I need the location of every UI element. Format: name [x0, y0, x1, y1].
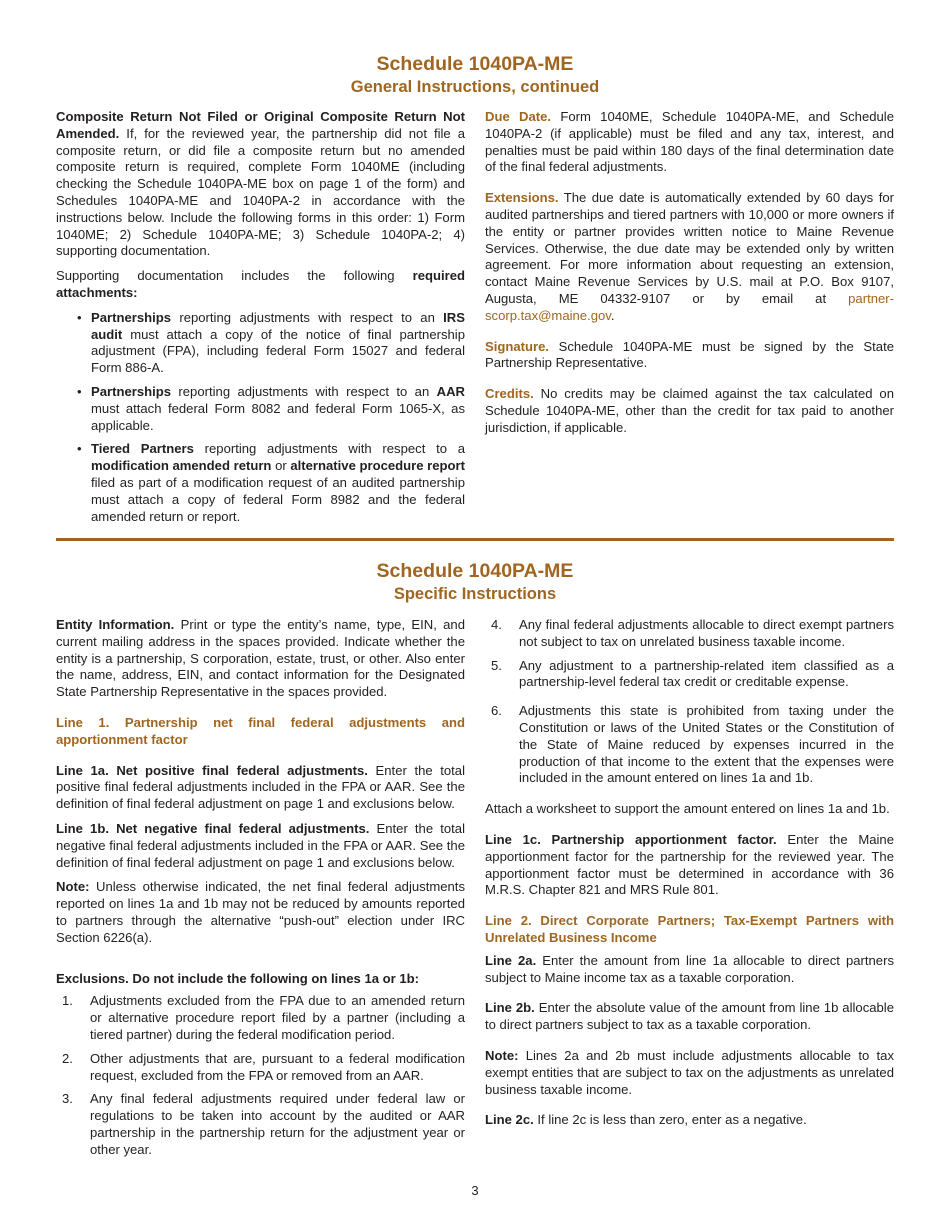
line1-heading: Line 1. Partnership net final federal adjustments and apportionment factor	[56, 714, 465, 747]
list-item: • Partnerships reporting adjustments with respect to an IRS audit must attach a copy of the notice of final partnership adjustment (FPA), including federal Form 15027 and federal Form 886-A.	[77, 309, 465, 376]
email-link[interactable]: partner-scorp.tax@maine.gov	[485, 290, 894, 323]
exclusions-list	[56, 993, 465, 1158]
page-number: 3	[471, 1183, 479, 1198]
page-subtitle: General Instructions, continued	[350, 78, 600, 96]
note-heading: Note:	[56, 879, 90, 895]
page-title: Schedule 1040PA-ME	[376, 53, 574, 75]
general-left-column	[56, 109, 465, 532]
entity-information-heading: Entity Information.	[56, 617, 175, 632]
line2b-paragraph: Line 2b. Enter the absolute value of the amount from line 1b allocable to direct partners subject to tax as a taxable corporation.	[485, 1000, 894, 1033]
exclusions-heading: Exclusions. Do not include the following on lines 1a or 1b:	[56, 970, 420, 986]
specific-instructions-header	[0, 559, 950, 605]
line1b-heading: Line 1b. Net negative final federal adjustments.	[56, 820, 370, 836]
signature-paragraph: Signature. Schedule 1040PA-ME must be signed by the State Partnership Representative.	[485, 338, 894, 371]
list-item: 1. Adjustments excluded from the FPA due to an amended return or alternative procedure report filed by a partner (including a tiered partner) during the federal modification period.	[62, 993, 465, 1042]
note-heading: Note:	[485, 1047, 519, 1063]
bullet-icon: •	[77, 441, 82, 457]
composite-return-paragraph: Composite Return Not Filed or Original Composite Return Not Amended. If, for the reviewed year, the partnership did not file a composite return, or did file a composite return but no amended composite return is required, complete Form 1040ME (including checking the Schedule 1040PA-ME box on page 1 of the form) and Schedules 1040PA-ME and 1040PA-2 in accordance with the instructions below. Include the following forms in this order: 1) Form 1040ME; 2) Schedule 1040PA-ME; 3) Schedule 1040PA-2; 4) supporting documentation.	[56, 109, 465, 259]
list-item: • Partnerships reporting adjustments with respect to an AAR must attach federal Form 8082 and federal Form 1065-X, as applicable.	[77, 383, 465, 433]
note-paragraph: Note: Unless otherwise indicated, the net final federal adjustments reported on lines 1a and 1b may not be reduced by amounts reported to partners through the alternative “push-out” election under IRC Section 6226(a).	[56, 879, 465, 945]
bullet-icon: •	[77, 383, 82, 399]
supporting-documentation-paragraph: Supporting documentation includes the following required attachments:	[56, 268, 465, 300]
list-item: 5. Any adjustment to a partnership-related item classified as a partnership-level federal tax credit or creditable expense.	[491, 657, 894, 690]
line1c-heading: Line 1c. Partnership apportionment factor.	[485, 831, 777, 847]
credits-heading: Credits.	[485, 386, 534, 402]
general-instructions-header	[0, 52, 950, 98]
note-2-paragraph: Note: Lines 2a and 2b must include adjustments allocable to tax exempt entities that are subject to tax on the adjustments as unrelated business taxable income.	[485, 1047, 894, 1097]
line2a-heading: Line 2a.	[485, 952, 537, 968]
section-subtitle: Specific Instructions	[393, 585, 557, 603]
list-item: 3. Any final federal adjustments required under federal law or regulations to be taken into account by the audited or AAR partnership in the partnership return for the adjustment year or other year.	[62, 1091, 465, 1157]
specific-right-column	[485, 617, 894, 1137]
general-right-column	[485, 109, 894, 445]
exclusions-list-continued	[485, 617, 894, 787]
line1a-heading: Line 1a. Net positive final federal adjustments.	[56, 762, 368, 778]
line1a-paragraph: Line 1a. Net positive final federal adjustments. Enter the total positive final federal adjustments included in the FPA or AAR. See the definition of final federal adjustment on page 1 and exclusions below.	[56, 762, 465, 812]
extensions-paragraph: Extensions. The due date is automatically extended by 60 days for audited partnerships and tiered partners with 10,000 or more owners if the entity or partner provides written notice to Maine Revenue Services. Otherwise, the due date may be extended only by written agreement. For more information about requesting an extension, contact Maine Revenue Services by U.S. mail at P.O. Box 9107, Augusta, ME 04332-9107 or by email at partner-scorp.tax@maine.gov.	[485, 190, 894, 323]
due-date-paragraph: Due Date. Form 1040ME, Schedule 1040PA-ME, and Schedule 1040PA-2 (if applicable) must be filed and any tax, interest, and penalties must be paid within 180 days of the final determination date of the final federal adjustments.	[485, 109, 894, 175]
required-attachments-list	[56, 310, 465, 526]
line2c-paragraph: Line 2c. If line 2c is less than zero, enter as a negative.	[485, 1112, 807, 1128]
specific-left-column	[56, 617, 465, 1166]
composite-return-heading: Composite Return Not Filed or Original Composite Return Not Amended.	[56, 109, 465, 141]
list-item: 4. Any final federal adjustments allocable to direct exempt partners not subject to tax on unrelated business taxable income.	[491, 617, 894, 649]
extensions-heading: Extensions.	[485, 190, 559, 206]
list-item: • Tiered Partners reporting adjustments with respect to a modification amended return or alternative procedure report filed as part of a modification request of an audited partnership must attach a copy of federal Form 8982 and the federal amended return or report.	[77, 441, 465, 524]
list-item: 2. Other adjustments that are, pursuant to a federal modification request, excluded from the FPA or removed from an AAR.	[62, 1050, 465, 1083]
due-date-heading: Due Date.	[485, 109, 552, 124]
line2c-heading: Line 2c.	[485, 1112, 534, 1128]
line1b-paragraph: Line 1b. Net negative final federal adjustments. Enter the total negative final federal adjustments included in the FPA or AAR. See the definition of final federal adjustment on page 1 and exclusions below.	[56, 820, 465, 870]
attach-worksheet-paragraph: Attach a worksheet to support the amount entered on lines 1a and 1b.	[485, 801, 890, 817]
section-title: Schedule 1040PA-ME	[376, 560, 574, 582]
line2a-paragraph: Line 2a. Enter the amount from line 1a allocable to direct partners subject to Maine income tax as a taxable corporation.	[485, 952, 894, 985]
signature-heading: Signature.	[485, 338, 550, 354]
credits-paragraph: Credits. No credits may be claimed against the tax calculated on Schedule 1040PA-ME, other than the credit for tax paid to another jurisdiction, if applicable.	[485, 386, 894, 435]
line1c-paragraph: Line 1c. Partnership apportionment factor. Enter the Maine apportionment factor for the partnership for the reviewed year. The apportionment factor must be determined in accordance with 36 M.R.S. Chapter 821 and MRS Rule 801.	[485, 831, 894, 898]
line2-heading: Line 2. Direct Corporate Partners; Tax-Exempt Partners with Unrelated Business Income	[485, 913, 894, 945]
list-item: 6. Adjustments this state is prohibited from taxing under the Constitution or laws of the United States or the Constitution of the State of Maine reduced by expenses incurred in the production of that income to the extent that the expenses were included in the amount entered on lines 1a and 1b.	[491, 703, 894, 786]
bullet-icon: •	[77, 309, 82, 325]
entity-information-paragraph: Entity Information. Print or type the entity’s name, type, EIN, and current mailing address in the spaces provided. Indicate whether the entity is a partnership, S corporation, estate, trust, or other. Also enter the name, address, EIN, and contact information for the Designated State Partnership Representative in the spaces provided.	[56, 617, 465, 700]
section-divider	[56, 538, 894, 541]
line2b-heading: Line 2b.	[485, 1000, 535, 1016]
